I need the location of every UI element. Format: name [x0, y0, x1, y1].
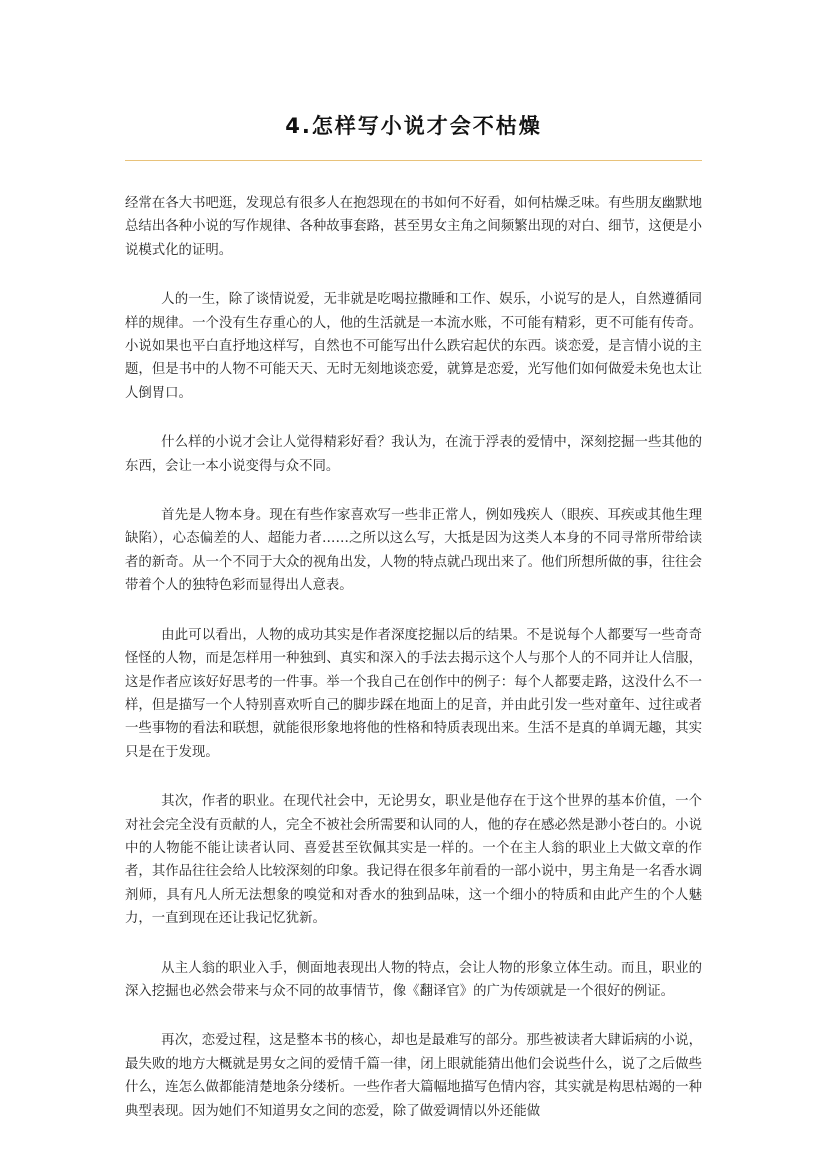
paragraph-1: 经常在各大书吧逛，发现总有很多人在抱怨现在的书如何不好看，如何枯燥乏味。有些朋友幽默地总结出各种小说的写作规律、各种故事套路，甚至男女主角之间频繁出现的对白、细节，这便是小说模式化的证明。 [125, 196, 702, 258]
article-body [125, 192, 702, 1149]
paragraph-4: 首先是人物本身。现在有些作家喜欢写一些非正常人，例如残疾人（眼疾、耳疾或其他生理缺陷），心态偏差的人、超能力者……之所以这么写，大抵是因为这类人本身的不同寻常所带给读者的新奇。从一个不同于大众的视角出发，人物的特点就凸现出来了。他们所想所做的事，往往会带着个人的独特色彩而显得出人意表。 [125, 508, 702, 594]
paragraph-3: 什么样的小说才会让人觉得精彩好看？我认为，在流于浮表的爱情中，深刻挖掘一些其他的东西，会让一本小说变得与众不同。 [125, 435, 702, 474]
paragraph-8: 再次，恋爱过程，这是整本书的核心，却也是最难写的部分。那些被读者大肆诟病的小说，最失败的地方大概就是男女之间的爱情千篇一律，闭上眼就能猜出他们会说些什么，说了之后做些什么，连怎么做都能清楚地条分缕析。一些作者大篇幅地描写色情内容，其实就是构思枯竭的一种典型表现。因为她们不知道男女之间的恋爱，除了做爱调情以外还能做 [125, 1033, 702, 1119]
title-divider [125, 160, 702, 161]
paragraph-2: 人的一生，除了谈情说爱，无非就是吃喝拉撒睡和工作、娱乐，小说写的是人，自然遵循同样的规律。一个没有生存重心的人，他的生活就是一本流水账，不可能有精彩，更不可能有传奇。小说如果也平白直抒地这样写，自然也不可能写出什么跌宕起伏的东西。谈恋爱，是言情小说的主题，但是书中的人物不可能天天、无时无刻地谈恋爱，就算是恋爱，光写他们如何做爱未免也太让人倒胃口。 [125, 292, 702, 401]
paragraph-7: 从主人翁的职业入手，侧面地表现出人物的特点，会让人物的形象立体生动。而且，职业的深入挖掘也必然会带来与众不同的故事情节，像《翻译官》的广为传颂就是一个很好的例证。 [125, 960, 702, 999]
page-title: 4.怎样写小说才会不枯燥 [285, 114, 542, 138]
paragraph-5: 由此可以看出，人物的成功其实是作者深度挖掘以后的结果。不是说每个人都要写一些奇奇怪怪的人物，而是怎样用一种独到、真实和深入的手法去揭示这个人与那个人的不同并让人信服，这是作者应该好好思考的一件事。举一个我自己在创作中的例子：每个人都要走路，这没什么不一样，但是描写一个人特别喜欢听自己的脚步踩在地面上的足音，并由此引发一些对童年、过往或者一些事物的看法和联想，就能很形象地将他的性格和特质表现出来。生活不是真的单调无趣，其实只是在于发现。 [125, 627, 702, 760]
paragraph-6: 其次，作者的职业。在现代社会中，无论男女，职业是他存在于这个世界的基本价值，一个对社会完全没有贡献的人，完全不被社会所需要和认同的人，他的存在感必然是渺小苍白的。小说中的人物能不能让读者认同、喜爱甚至钦佩其实是一样的。一个在主人翁的职业上大做文章的作者，其作品往往会给人比较深刻的印象。我记得在很多年前看的一部小说中，男主角是一名香水调剂师，具有凡人所无法想象的嗅觉和对香水的独到品味，这一个细小的特质和由此产生的个人魅力，一直到现在还让我记忆犹新。 [125, 794, 702, 927]
